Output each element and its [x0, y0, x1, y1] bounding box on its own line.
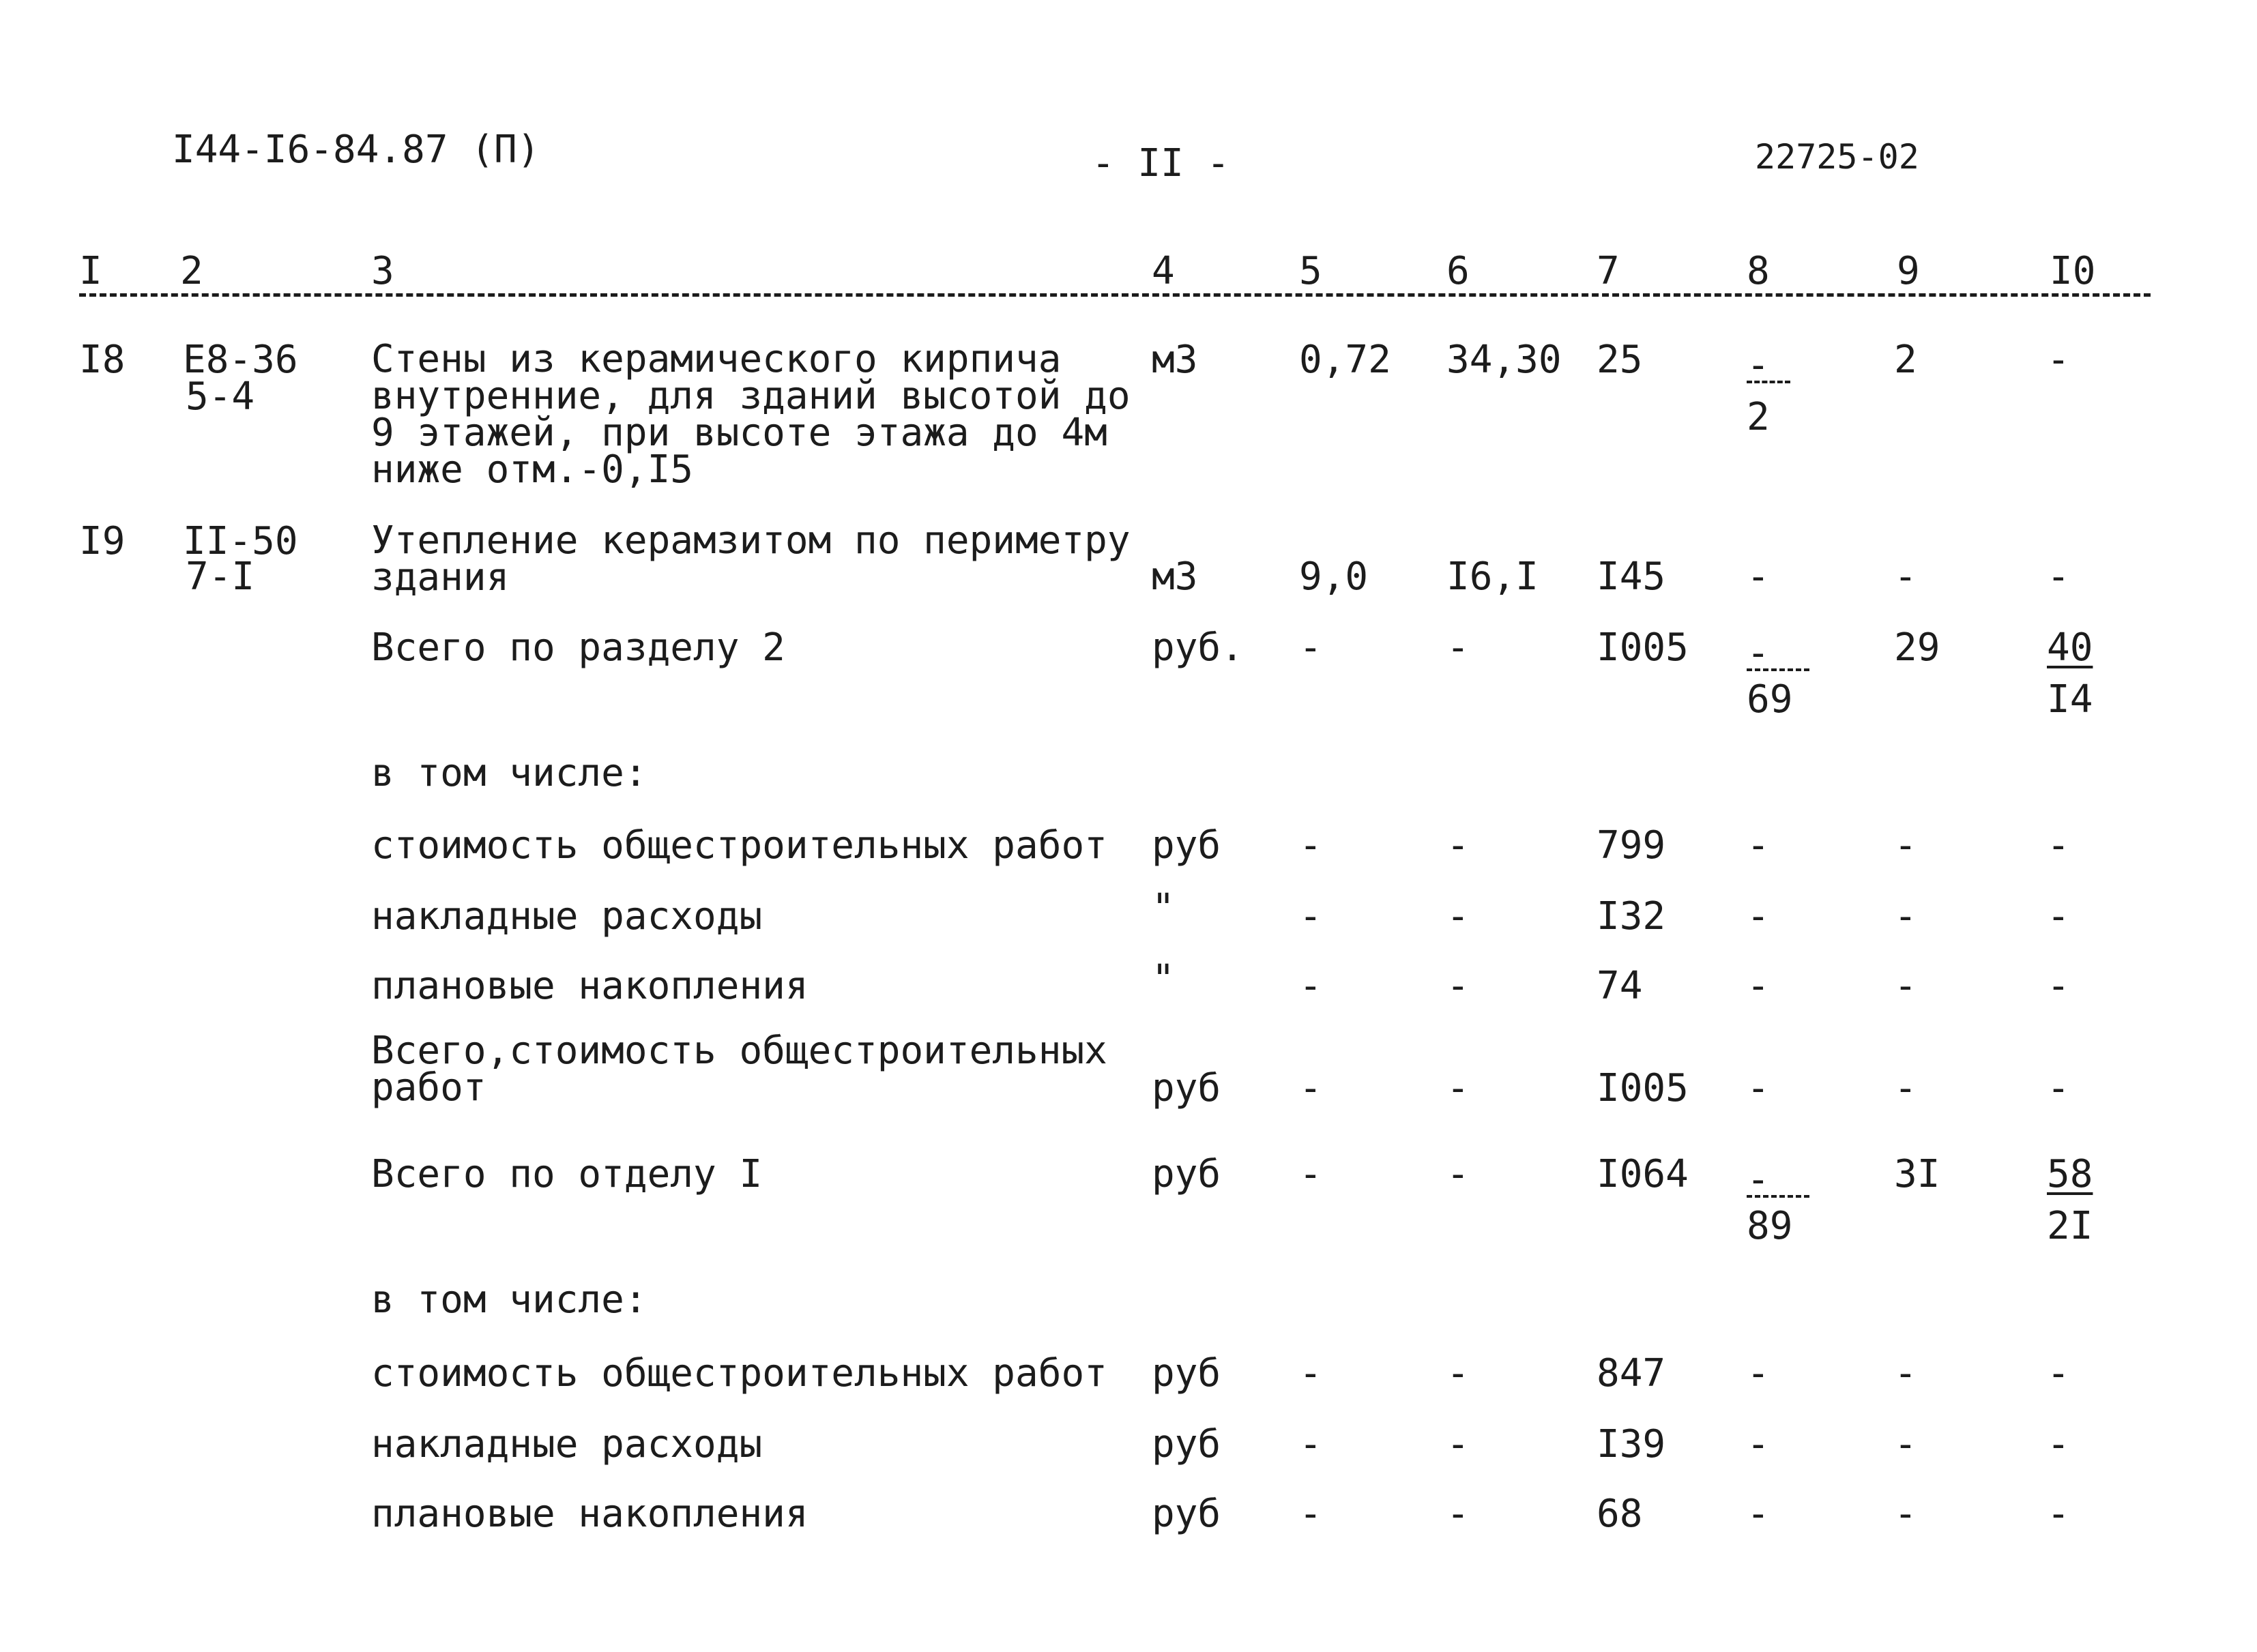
subheading: в том числе:	[371, 751, 647, 795]
fraction-line	[1747, 668, 1809, 671]
unit: "	[1152, 957, 1175, 1001]
unit: руб	[1152, 1422, 1221, 1466]
subheading: в том числе:	[371, 1278, 647, 1322]
col9-value: 29	[1894, 625, 1940, 670]
col10-value: -	[2047, 894, 2070, 939]
col10-value: -	[2047, 338, 2070, 382]
col8-value: -	[1747, 1066, 1770, 1110]
col6-value: -	[1446, 1351, 1470, 1396]
col10-value: -	[2047, 823, 2070, 868]
col5-value: -	[1299, 1492, 1322, 1536]
total-cost: 68	[1597, 1492, 1643, 1536]
total-cost: 74	[1597, 964, 1643, 1008]
col6-value: -	[1446, 1492, 1470, 1536]
column-header-4: 4	[1152, 249, 1175, 293]
col9-value: -	[1894, 1351, 1917, 1396]
header-divider	[79, 293, 2151, 297]
quantity: 9,0	[1299, 555, 1369, 599]
col10-value: -	[2047, 1492, 2070, 1536]
col6-value: -	[1446, 625, 1470, 670]
total-cost: 847	[1597, 1351, 1666, 1396]
col8-value: -	[1747, 964, 1770, 1008]
col10-value: -	[2047, 1066, 2070, 1110]
col10-value: -	[2047, 555, 2070, 599]
total-cost: I32	[1597, 894, 1666, 939]
col8-value: -	[1747, 1422, 1770, 1466]
column-header-9: 9	[1897, 249, 1920, 293]
col6-value: -	[1446, 1422, 1470, 1466]
summary-label: Всего,стоимость общестроительных работ	[371, 1029, 1107, 1110]
summary-label: стоимость общестроительных работ	[371, 823, 1107, 868]
col8-value: -	[1747, 555, 1770, 599]
col6-value: -	[1446, 823, 1470, 868]
col10-bottom: 2I	[2047, 1204, 2093, 1248]
col5-value: -	[1299, 1066, 1322, 1110]
col9-value: 2	[1894, 338, 1917, 382]
col10-top: 40	[2047, 625, 2093, 670]
col9-value: -	[1894, 1422, 1917, 1466]
work-description: Утепление керамзитом по периметру здания	[371, 518, 1131, 600]
col8-top: -	[1747, 343, 1770, 387]
unit: м3	[1152, 338, 1198, 382]
col8-value: -	[1747, 1492, 1770, 1536]
col5-value: -	[1299, 894, 1322, 939]
col5-value: -	[1299, 964, 1322, 1008]
unit: м3	[1152, 555, 1198, 599]
total-cost: I39	[1597, 1422, 1666, 1466]
total-cost: 25	[1597, 338, 1643, 382]
summary-label: Всего по разделу 2	[371, 625, 785, 670]
col9-value: -	[1894, 1492, 1917, 1536]
archive-code: 22725-02	[1755, 137, 1919, 177]
unit: руб	[1152, 1351, 1221, 1396]
column-header-8: 8	[1747, 249, 1770, 293]
column-header-10: I0	[2050, 249, 2096, 293]
col10-value: -	[2047, 1351, 2070, 1396]
total-cost: 799	[1597, 823, 1666, 868]
col8-top: -	[1747, 1157, 1770, 1202]
column-header-3: 3	[371, 249, 394, 293]
col8-bottom: 2	[1747, 395, 1770, 439]
col8-value: -	[1747, 894, 1770, 939]
document-code: I44-I6-84.87 (П)	[172, 128, 540, 172]
col5-value: -	[1299, 1152, 1322, 1196]
summary-label: Всего по отделу I	[371, 1152, 763, 1196]
fraction-line	[1747, 381, 1790, 383]
rate-code: II-50	[183, 519, 298, 563]
col6-value: -	[1446, 894, 1470, 939]
total-cost: I45	[1597, 555, 1666, 599]
rate-code-sub: 7-I	[186, 555, 255, 599]
col9-value: 3I	[1894, 1152, 1940, 1196]
column-header-5: 5	[1299, 249, 1322, 293]
col5-value: -	[1299, 1422, 1322, 1466]
col9-value: -	[1894, 964, 1917, 1008]
row-number: I8	[79, 338, 126, 382]
total-cost: I005	[1597, 1066, 1689, 1110]
col8-bottom: 69	[1747, 677, 1793, 722]
col5-value: -	[1299, 823, 1322, 868]
quantity: 0,72	[1299, 338, 1391, 382]
col5-value: -	[1299, 625, 1322, 670]
column-header-2: 2	[180, 249, 203, 293]
rate-code-sub: 5-4	[186, 374, 255, 419]
col9-value: -	[1894, 555, 1917, 599]
total-cost: I005	[1597, 625, 1689, 670]
page-number: - II -	[1092, 141, 1230, 186]
summary-label: накладные расходы	[371, 1422, 763, 1466]
unit-price: 34,30	[1446, 338, 1562, 382]
unit: руб	[1152, 1152, 1221, 1196]
col8-value: -	[1747, 823, 1770, 868]
summary-label: стоимость общестроительных работ	[371, 1351, 1107, 1396]
row-number: I9	[79, 519, 126, 563]
col6-value: -	[1446, 964, 1470, 1008]
column-header-7: 7	[1597, 249, 1620, 293]
unit: "	[1152, 886, 1175, 930]
work-description: Стены из керамического кирпича внутренние, для зданий высотой до 9 этажей, при высоте этажа до 4м ниже отм.-0,I5	[371, 337, 1131, 492]
summary-label: накладные расходы	[371, 894, 763, 939]
summary-label: плановые накопления	[371, 1492, 809, 1536]
col8-top: -	[1747, 631, 1770, 675]
summary-label: плановые накопления	[371, 964, 809, 1008]
unit: руб	[1152, 1492, 1221, 1536]
unit: руб	[1152, 823, 1221, 868]
column-header-1: I	[79, 249, 102, 293]
col8-value: -	[1747, 1351, 1770, 1396]
column-header-6: 6	[1446, 249, 1470, 293]
total-cost: I064	[1597, 1152, 1689, 1196]
col9-value: -	[1894, 823, 1917, 868]
col9-value: -	[1894, 1066, 1917, 1110]
unit-price: I6,I	[1446, 555, 1539, 599]
col8-bottom: 89	[1747, 1204, 1793, 1248]
col10-bottom: I4	[2047, 677, 2093, 722]
col10-value: -	[2047, 1422, 2070, 1466]
fraction-line	[1747, 1195, 1809, 1198]
col5-value: -	[1299, 1351, 1322, 1396]
col6-value: -	[1446, 1152, 1470, 1196]
col6-value: -	[1446, 1066, 1470, 1110]
col10-value: -	[2047, 964, 2070, 1008]
col9-value: -	[1894, 894, 1917, 939]
rate-code: E8-36	[183, 338, 298, 382]
unit: руб	[1152, 1066, 1221, 1110]
col10-top: 58	[2047, 1152, 2093, 1196]
unit: руб.	[1152, 625, 1244, 670]
